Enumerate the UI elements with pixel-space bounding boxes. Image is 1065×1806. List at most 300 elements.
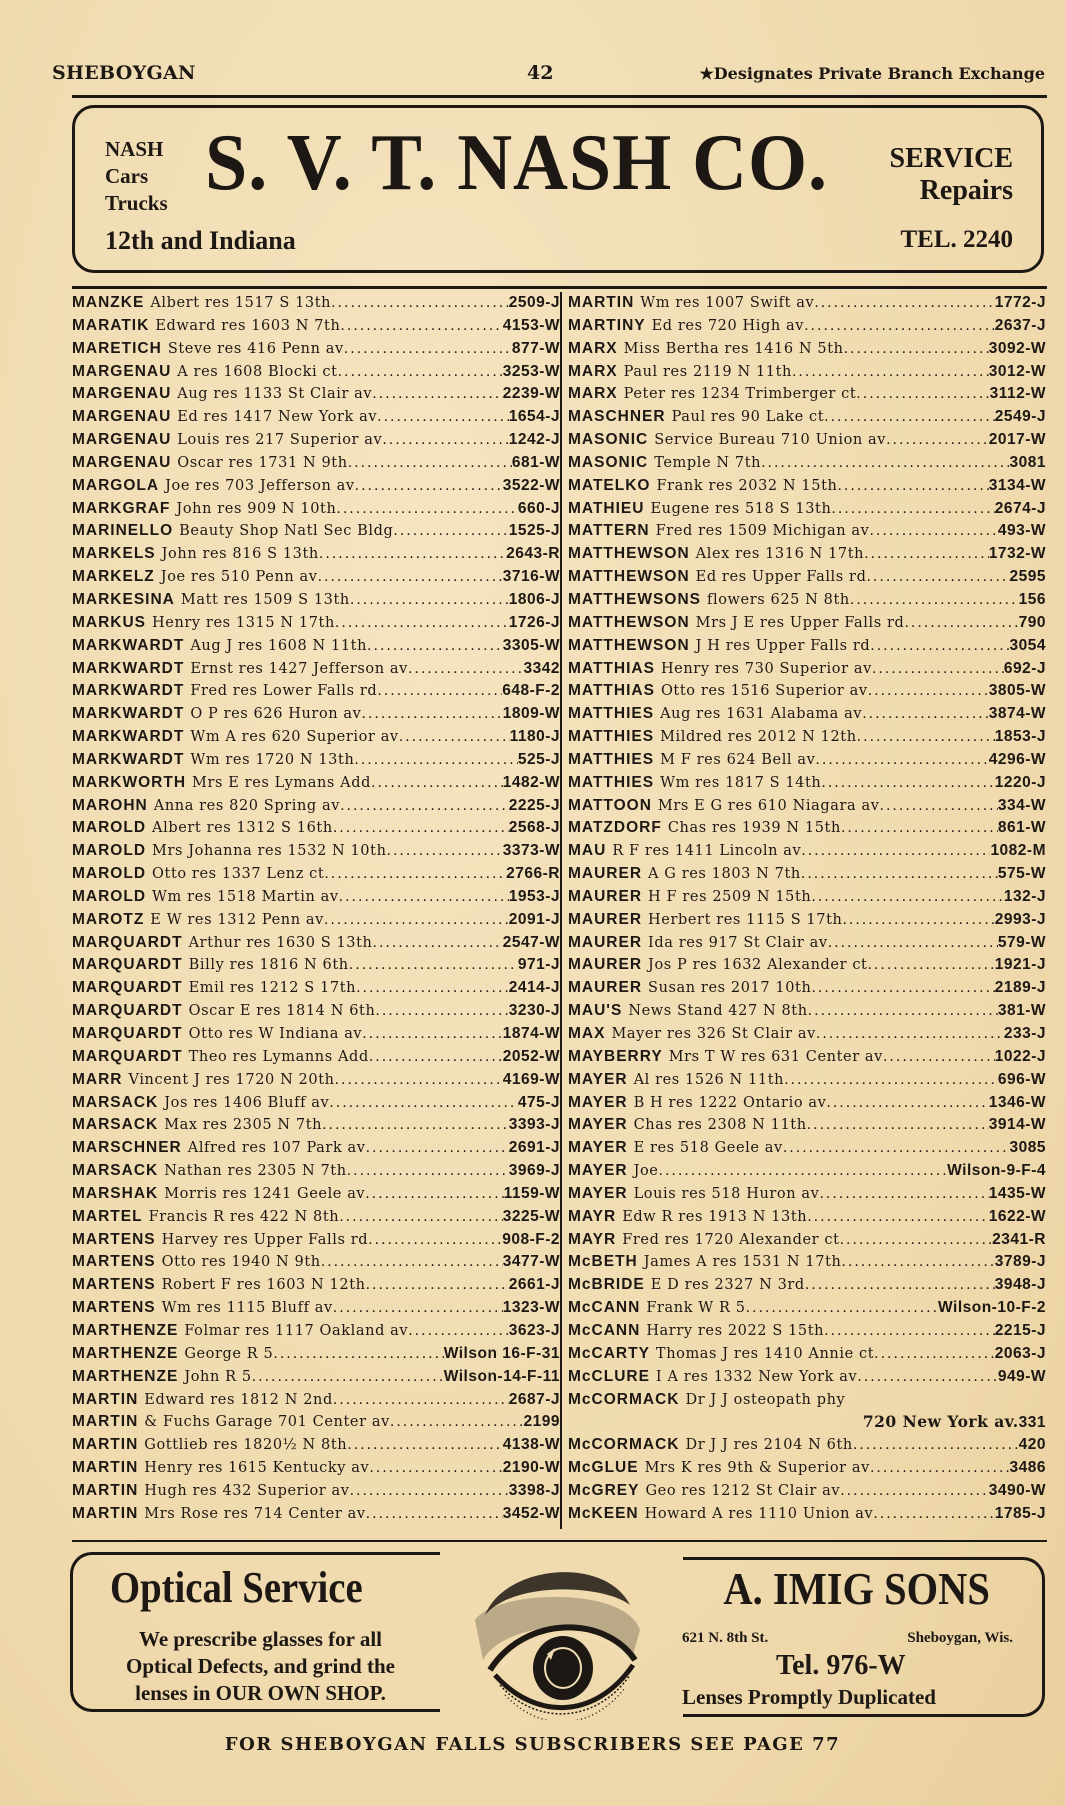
listing-detail: Otto res W Indiana av bbox=[188, 1026, 363, 1042]
listing-surname: MARTHENZE bbox=[72, 1367, 179, 1385]
listing-detail: Mrs Johanna res 1532 N 10th bbox=[152, 843, 387, 860]
listing-detail: Mrs T W res 631 Center av bbox=[668, 1048, 883, 1065]
listing-entry bbox=[568, 361, 1046, 384]
listing-detail: Jos P res 1632 Alexander ct bbox=[648, 957, 868, 974]
dot-leader bbox=[322, 1114, 509, 1137]
listing-phone: 331 bbox=[1018, 1414, 1046, 1432]
listing-surname: MATTHIES bbox=[568, 750, 655, 768]
listing-entry bbox=[72, 1480, 560, 1503]
listing-detail: Mrs E res Lymans Add bbox=[192, 774, 372, 791]
dot-leader bbox=[408, 1320, 509, 1343]
listing-phone: 2637-J bbox=[994, 316, 1046, 334]
listing-detail: Wm res 1007 Swift av bbox=[640, 295, 815, 311]
listing-surname: MARATIK bbox=[72, 316, 150, 334]
listing-surname: MAYER bbox=[568, 1139, 628, 1157]
dot-leader bbox=[824, 406, 995, 429]
listing-phone: 2239-W bbox=[502, 385, 560, 403]
listing-entry bbox=[72, 612, 560, 635]
listing-phone: Wilson-14-F-11 bbox=[443, 1367, 560, 1385]
listing-phone: 3623-J bbox=[508, 1321, 560, 1339]
dot-leader bbox=[369, 1046, 503, 1069]
listing-entry bbox=[72, 1343, 560, 1366]
listing-entry bbox=[72, 1229, 560, 1252]
listing-phone: 1772-J bbox=[994, 294, 1046, 311]
listing-surname: MARQUARDT bbox=[72, 1002, 183, 1020]
listing-entry bbox=[568, 703, 1046, 726]
listing-surname: MARTEL bbox=[72, 1207, 143, 1225]
dot-leader bbox=[362, 1023, 502, 1046]
listing-surname: MAU bbox=[568, 842, 607, 860]
listing-entry bbox=[72, 1046, 560, 1069]
listing-detail: Robert F res 1603 N 12th bbox=[161, 1277, 366, 1294]
dot-leader bbox=[399, 726, 510, 749]
listing-surname: MATTOON bbox=[568, 796, 652, 814]
listing-surname: MARTHENZE bbox=[72, 1321, 179, 1339]
listing-continuation-address: 720 New York av. bbox=[862, 1412, 1019, 1432]
listing-surname: MARTIN bbox=[72, 1504, 139, 1522]
listing-entry bbox=[568, 1023, 1046, 1046]
listing-surname: MATHIEU bbox=[568, 499, 645, 517]
listing-phone: 3373-W bbox=[502, 842, 560, 860]
dot-leader bbox=[784, 1069, 998, 1092]
listing-entry bbox=[568, 1480, 1046, 1503]
listing-phone: 2052-W bbox=[502, 1047, 560, 1065]
listing-surname: MASONIC bbox=[568, 431, 649, 449]
listing-entry bbox=[568, 566, 1046, 589]
listing-surname: MAROLD bbox=[72, 842, 147, 860]
dot-leader bbox=[857, 1366, 998, 1389]
listing-surname: McBETH bbox=[568, 1253, 638, 1271]
listing-entry bbox=[72, 749, 560, 772]
listing-surname: McGLUE bbox=[568, 1459, 639, 1477]
listing-surname: MARINELLO bbox=[72, 522, 174, 540]
listing-phone: 2595 bbox=[1009, 568, 1046, 586]
listing-detail: Arthur res 1630 S 13th bbox=[188, 934, 373, 951]
listing-phone: 790 bbox=[1018, 613, 1046, 631]
dot-leader bbox=[329, 1092, 518, 1115]
dot-leader bbox=[349, 954, 518, 977]
listing-detail: Peter res 1234 Trimberger ct bbox=[623, 386, 857, 403]
listing-phone: 2091-J bbox=[508, 910, 560, 928]
listing-entry bbox=[568, 498, 1046, 521]
listing-entry bbox=[568, 383, 1046, 406]
listing-entry bbox=[568, 977, 1046, 1000]
listing-surname: MARKGRAF bbox=[72, 499, 171, 517]
listing-phone: 475-J bbox=[517, 1093, 560, 1111]
listing-phone: Wilson-10-F-2 bbox=[938, 1299, 1046, 1317]
dot-leader bbox=[801, 863, 998, 886]
listing-surname: MARQUARDT bbox=[72, 956, 183, 974]
listing-surname: MARTIN bbox=[568, 294, 635, 311]
listing-detail: Joe res 510 Penn av bbox=[160, 569, 318, 586]
listing-phone: 3342 bbox=[523, 659, 560, 677]
dot-leader bbox=[819, 1183, 988, 1206]
dot-leader bbox=[869, 520, 997, 543]
listing-detail: Henry res 1315 N 17th bbox=[152, 614, 335, 631]
dot-leader bbox=[356, 977, 509, 1000]
optical-ad-description bbox=[88, 1626, 433, 1707]
listing-surname: MARKELZ bbox=[72, 568, 155, 586]
listing-detail: Edward res 1603 N 7th bbox=[155, 317, 341, 334]
listing-entry bbox=[72, 795, 560, 818]
dot-leader bbox=[761, 452, 1009, 475]
listing-entry bbox=[72, 680, 560, 703]
listing-detail: Edward res 1812 N 2nd bbox=[144, 1391, 333, 1408]
listing-phone: 3112-W bbox=[989, 385, 1046, 403]
listing-detail: Mildred res 2012 N 12th bbox=[660, 729, 857, 746]
listing-detail: Emil res 1212 S 17th bbox=[188, 980, 357, 997]
listing-phone: 2063-J bbox=[994, 1344, 1046, 1362]
listing-phone: 2509-J bbox=[508, 294, 560, 311]
listing-detail: Albert res 1517 S 13th bbox=[150, 295, 332, 311]
listing-entry bbox=[568, 954, 1046, 977]
listing-phone: 3398-J bbox=[508, 1481, 560, 1499]
listings-left-column bbox=[72, 292, 560, 1526]
listing-detail: Otto res 1337 Lenz ct bbox=[152, 866, 325, 883]
listing-detail: Nathan res 2305 N 7th bbox=[164, 1163, 347, 1180]
listing-phone: 1159-W bbox=[503, 1184, 560, 1202]
listings-top-rule bbox=[72, 286, 1047, 289]
listing-surname: MAYR bbox=[568, 1230, 617, 1248]
listing-phone: 1435-W bbox=[988, 1184, 1046, 1202]
listing-detail: flowers 625 N 8th bbox=[706, 591, 850, 608]
listing-surname: MARTENS bbox=[72, 1253, 156, 1271]
nash-ad-line: Trucks bbox=[105, 191, 168, 215]
listing-phone: Wilson 16-F-31 bbox=[443, 1344, 560, 1362]
listing-surname: MAX bbox=[568, 1025, 606, 1042]
listing-phone: 1732-W bbox=[988, 545, 1046, 563]
listing-entry bbox=[568, 1046, 1046, 1069]
listing-detail: Aug res 1133 St Clair av bbox=[177, 386, 373, 403]
listing-surname: MARQUARDT bbox=[72, 933, 183, 951]
listing-entry bbox=[568, 658, 1046, 681]
dot-leader bbox=[335, 1069, 503, 1092]
nash-ad-line: NASH bbox=[105, 137, 164, 161]
page-footer: FOR SHEBOYGAN FALLS SUBSCRIBERS SEE PAGE 77 bbox=[224, 1734, 841, 1755]
dot-leader bbox=[375, 1000, 508, 1023]
listing-entry bbox=[568, 772, 1046, 795]
dot-leader bbox=[339, 886, 509, 909]
listing-surname: MARETICH bbox=[72, 339, 162, 357]
listing-entry bbox=[568, 589, 1046, 612]
dot-leader bbox=[824, 1320, 995, 1343]
listing-entry bbox=[568, 1114, 1046, 1137]
listing-detail: E res 518 Geele av bbox=[633, 1140, 783, 1157]
optical-ad-title: Optical Service bbox=[110, 1563, 363, 1612]
listing-entry bbox=[568, 1366, 1046, 1389]
listing-entry bbox=[568, 1000, 1046, 1023]
dot-leader bbox=[868, 680, 989, 703]
optical-advertisement bbox=[70, 1552, 1045, 1727]
listing-surname: McCANN bbox=[568, 1321, 641, 1339]
listing-phone: 2414-J bbox=[508, 979, 560, 997]
listing-entry bbox=[568, 1434, 1046, 1457]
listing-entry bbox=[568, 726, 1046, 749]
nash-ad-service-line: Repairs bbox=[919, 175, 1013, 206]
listing-detail: Aug res 1631 Alabama av bbox=[660, 706, 863, 723]
listing-surname: MARKWARDT bbox=[72, 682, 185, 700]
header-rule bbox=[72, 95, 1047, 98]
listing-phone: 2199 bbox=[523, 1413, 560, 1431]
dot-leader bbox=[844, 338, 989, 361]
listing-surname: MARTIN bbox=[72, 1481, 139, 1499]
listing-surname: McCORMACK bbox=[568, 1436, 680, 1454]
listing-phone: 2993-J bbox=[994, 910, 1046, 928]
listing-detail: Mrs E G res 610 Niagara av bbox=[657, 797, 880, 814]
eye-illustration-icon bbox=[455, 1560, 655, 1720]
dot-leader bbox=[369, 1457, 502, 1480]
listing-phone: 1874-W bbox=[502, 1025, 560, 1042]
dot-leader bbox=[792, 361, 989, 384]
listing-detail: Matt res 1509 S 13th bbox=[180, 591, 350, 608]
listing-phone: 1953-J bbox=[508, 887, 560, 905]
listing-phone: 696-W bbox=[997, 1070, 1046, 1088]
dot-leader bbox=[331, 292, 509, 315]
nash-ad-brand: S. V. T. NASH CO. bbox=[205, 119, 828, 207]
dot-leader bbox=[828, 932, 998, 955]
listing-entry bbox=[72, 1411, 560, 1434]
listing-entry bbox=[72, 589, 560, 612]
listing-entry bbox=[72, 1274, 560, 1297]
listing-detail: Gottlieb res 1820½ N 8th bbox=[144, 1437, 348, 1454]
listing-entry bbox=[72, 703, 560, 726]
dot-leader bbox=[355, 475, 503, 498]
listing-detail: M F res 624 Bell av bbox=[660, 751, 816, 768]
listing-entry bbox=[568, 749, 1046, 772]
listing-phone: 3012-W bbox=[988, 362, 1046, 380]
dot-leader bbox=[853, 1434, 1019, 1457]
dot-leader bbox=[841, 817, 998, 840]
listing-surname: MARSACK bbox=[72, 1116, 159, 1134]
listing-detail: Henry res 1615 Kentucky av bbox=[144, 1460, 370, 1477]
dot-leader bbox=[408, 658, 524, 681]
dot-leader bbox=[344, 338, 512, 361]
listing-phone: 3253-W bbox=[502, 362, 560, 380]
dot-leader bbox=[814, 292, 994, 315]
listing-detail: Ed res 1417 New York av bbox=[177, 409, 378, 426]
listing-phone: 381-W bbox=[997, 1002, 1046, 1020]
listing-entry bbox=[568, 1297, 1046, 1320]
dot-leader bbox=[340, 795, 509, 818]
dot-leader bbox=[840, 1480, 989, 1503]
listing-phone: 877-W bbox=[511, 339, 560, 357]
listing-phone: 525-J bbox=[517, 750, 560, 768]
listing-entry bbox=[72, 1000, 560, 1023]
listing-surname: MAROHN bbox=[72, 796, 148, 814]
dot-leader bbox=[808, 1000, 998, 1023]
listing-entry bbox=[72, 1206, 560, 1229]
listing-phone: 3805-W bbox=[988, 682, 1046, 700]
listing-entry bbox=[72, 1092, 560, 1115]
listing-phone: 4138-W bbox=[502, 1436, 560, 1454]
dot-leader bbox=[347, 1160, 509, 1183]
listing-entry bbox=[72, 635, 560, 658]
listing-surname: McCORMACK bbox=[568, 1390, 680, 1408]
listing-surname: MATTHEWSON bbox=[568, 545, 690, 563]
listing-entry bbox=[72, 954, 560, 977]
dot-leader bbox=[805, 1274, 995, 1297]
listing-surname: MARGENAU bbox=[72, 385, 172, 403]
listing-surname: MARKESINA bbox=[72, 590, 175, 608]
listing-phone: 1525-J bbox=[508, 522, 560, 540]
listing-entry bbox=[568, 1274, 1046, 1297]
optical-ad-description-line: lenses in OUR OWN SHOP. bbox=[135, 1681, 386, 1705]
dot-leader bbox=[366, 1503, 503, 1526]
listing-surname: MARKELS bbox=[72, 545, 156, 563]
dot-leader bbox=[333, 1297, 503, 1320]
listing-phone: 2189-J bbox=[994, 979, 1046, 997]
dot-leader bbox=[801, 840, 990, 863]
listing-entry bbox=[568, 1343, 1046, 1366]
dot-leader bbox=[904, 612, 1018, 635]
dot-leader bbox=[826, 1092, 988, 1115]
listing-phone: 575-W bbox=[997, 865, 1046, 883]
listing-phone: 660-J bbox=[517, 499, 560, 517]
listing-detail: Aug J res 1608 N 11th bbox=[190, 637, 368, 654]
listing-detail: Harvey res Upper Falls rd bbox=[161, 1231, 369, 1248]
listing-surname: MARTENS bbox=[72, 1230, 156, 1248]
dot-leader bbox=[840, 1229, 993, 1252]
optical-ad-firm-name: A. IMIG SONS bbox=[723, 1563, 990, 1614]
listing-phone: 1806-J bbox=[508, 590, 560, 608]
listing-detail: Max res 2305 N 7th bbox=[164, 1117, 323, 1134]
listing-detail: Mrs J E res Upper Falls rd bbox=[695, 614, 905, 631]
listing-phone: 3969-J bbox=[508, 1162, 560, 1180]
listing-entry bbox=[568, 909, 1046, 932]
listing-detail: & Fuchs Garage 701 Center av bbox=[144, 1414, 390, 1431]
dot-leader bbox=[324, 909, 509, 932]
dot-leader bbox=[870, 1457, 1010, 1480]
listing-detail: Otto res 1516 Superior av bbox=[660, 683, 868, 700]
listing-phone: 2643-R bbox=[506, 545, 560, 563]
listing-surname: MAROLD bbox=[72, 819, 147, 837]
listing-detail: E W res 1312 Penn av bbox=[150, 911, 324, 928]
listing-entry bbox=[72, 315, 560, 338]
listing-detail: Billy res 1816 N 6th bbox=[188, 957, 349, 974]
listing-entry bbox=[72, 886, 560, 909]
listing-entry bbox=[568, 635, 1046, 658]
listing-phone: 579-W bbox=[997, 933, 1046, 951]
listing-detail: Fred res 1509 Michigan av bbox=[655, 523, 870, 540]
listing-entry bbox=[72, 543, 560, 566]
dot-leader bbox=[252, 1366, 444, 1389]
listing-phone: 3874-W bbox=[988, 705, 1046, 723]
listing-detail: Mayer res 326 St Clair av bbox=[611, 1026, 816, 1042]
listing-phone: 1785-J bbox=[994, 1504, 1046, 1522]
listing-detail: Louis res 518 Huron av bbox=[633, 1185, 820, 1202]
listing-surname: MAU'S bbox=[568, 1002, 623, 1020]
listing-entry bbox=[568, 886, 1046, 909]
dot-leader bbox=[361, 703, 502, 726]
listing-phone: 2017-W bbox=[988, 431, 1046, 449]
dot-leader bbox=[366, 1274, 509, 1297]
listing-surname: MARX bbox=[568, 339, 618, 357]
listing-surname: MARQUARDT bbox=[72, 1047, 183, 1065]
listing-surname: MARSCHNER bbox=[72, 1139, 182, 1157]
listings-bottom-rule bbox=[72, 1540, 1047, 1542]
nash-ad-address: 12th and Indiana bbox=[105, 226, 296, 255]
listing-detail: Eugene res 518 S 13th bbox=[650, 500, 832, 517]
listing-phone: 3486 bbox=[1009, 1459, 1046, 1477]
listing-phone: 1654-J bbox=[508, 408, 560, 426]
dot-leader bbox=[340, 315, 502, 338]
listing-surname: MAURER bbox=[568, 865, 643, 883]
listing-phone: 420 bbox=[1018, 1436, 1046, 1454]
dot-leader bbox=[350, 589, 509, 612]
listing-surname: MATTHIAS bbox=[568, 682, 655, 700]
listing-surname: MAYER bbox=[568, 1162, 628, 1180]
listing-phone: 2691-J bbox=[508, 1139, 560, 1157]
listing-detail: Fred res 1720 Alexander ct bbox=[622, 1231, 840, 1248]
dot-leader bbox=[338, 361, 503, 384]
optical-ad-street: 621 N. 8th St. bbox=[682, 1630, 769, 1646]
listing-detail: Beauty Shop Natl Sec Bldg bbox=[179, 523, 394, 540]
listing-detail: Theo res Lymanns Add bbox=[188, 1048, 369, 1065]
listing-surname: MARTINY bbox=[568, 316, 646, 334]
listing-phone: 1220-J bbox=[994, 773, 1046, 791]
dot-leader bbox=[368, 1229, 502, 1252]
listing-phone: 2190-W bbox=[502, 1459, 560, 1477]
listing-detail: Francis R res 422 N 8th bbox=[148, 1208, 340, 1225]
listing-surname: MARSHAK bbox=[72, 1184, 159, 1202]
listing-phone: 3305-W bbox=[502, 636, 560, 654]
dot-leader bbox=[348, 452, 512, 475]
listing-entry bbox=[72, 863, 560, 886]
listing-phone: 971-J bbox=[517, 956, 560, 974]
listing-phone: 908-F-2 bbox=[502, 1230, 560, 1248]
listing-phone: 2766-R bbox=[506, 865, 560, 883]
listing-phone: 3225-W bbox=[502, 1207, 560, 1225]
dot-leader bbox=[373, 932, 503, 955]
listing-detail: Ed res Upper Falls rd bbox=[695, 569, 867, 586]
dot-leader bbox=[783, 1137, 1010, 1160]
listing-phone: 132-J bbox=[1003, 887, 1046, 905]
listing-detail: Ida res 917 St Clair av bbox=[648, 934, 828, 951]
dot-leader bbox=[318, 566, 503, 589]
listing-surname: MAYER bbox=[568, 1070, 628, 1088]
listing-entry bbox=[72, 1320, 560, 1343]
listing-surname: MASCHNER bbox=[568, 408, 666, 426]
listing-surname: MARQUARDT bbox=[72, 979, 183, 997]
listing-detail: Wm res 1518 Martin av bbox=[152, 888, 339, 905]
listing-detail: O P res 626 Huron av bbox=[190, 706, 362, 723]
listing-entry bbox=[568, 680, 1046, 703]
listing-phone: 861-W bbox=[997, 819, 1046, 837]
listing-phone: 3085 bbox=[1009, 1139, 1046, 1157]
listing-detail: Thomas J res 1410 Annie ct bbox=[655, 1345, 875, 1362]
listing-surname: MARR bbox=[72, 1070, 123, 1088]
listing-entry bbox=[568, 1251, 1046, 1274]
listing-phone: 3134-W bbox=[988, 476, 1046, 494]
running-head bbox=[52, 62, 1045, 92]
listing-detail: Wm res 1115 Bluff av bbox=[161, 1300, 333, 1317]
listing-surname: McCARTY bbox=[568, 1344, 650, 1362]
listing-phone: 4153-W bbox=[502, 316, 560, 334]
listing-entry bbox=[568, 612, 1046, 635]
listing-phone: 156 bbox=[1018, 590, 1046, 608]
listing-surname: MARGENAU bbox=[72, 431, 172, 449]
listing-detail: Herbert res 1115 S 17th bbox=[648, 911, 843, 928]
listing-entry-continuation bbox=[568, 1411, 1046, 1434]
dot-leader bbox=[874, 1343, 995, 1366]
listing-entry bbox=[568, 1183, 1046, 1206]
dot-leader bbox=[372, 383, 503, 406]
listing-phone: 3054 bbox=[1009, 636, 1046, 654]
listing-entry bbox=[568, 429, 1046, 452]
listing-entry bbox=[72, 1434, 560, 1457]
listing-entry bbox=[72, 1503, 560, 1526]
listing-surname: MATTHIES bbox=[568, 705, 655, 723]
